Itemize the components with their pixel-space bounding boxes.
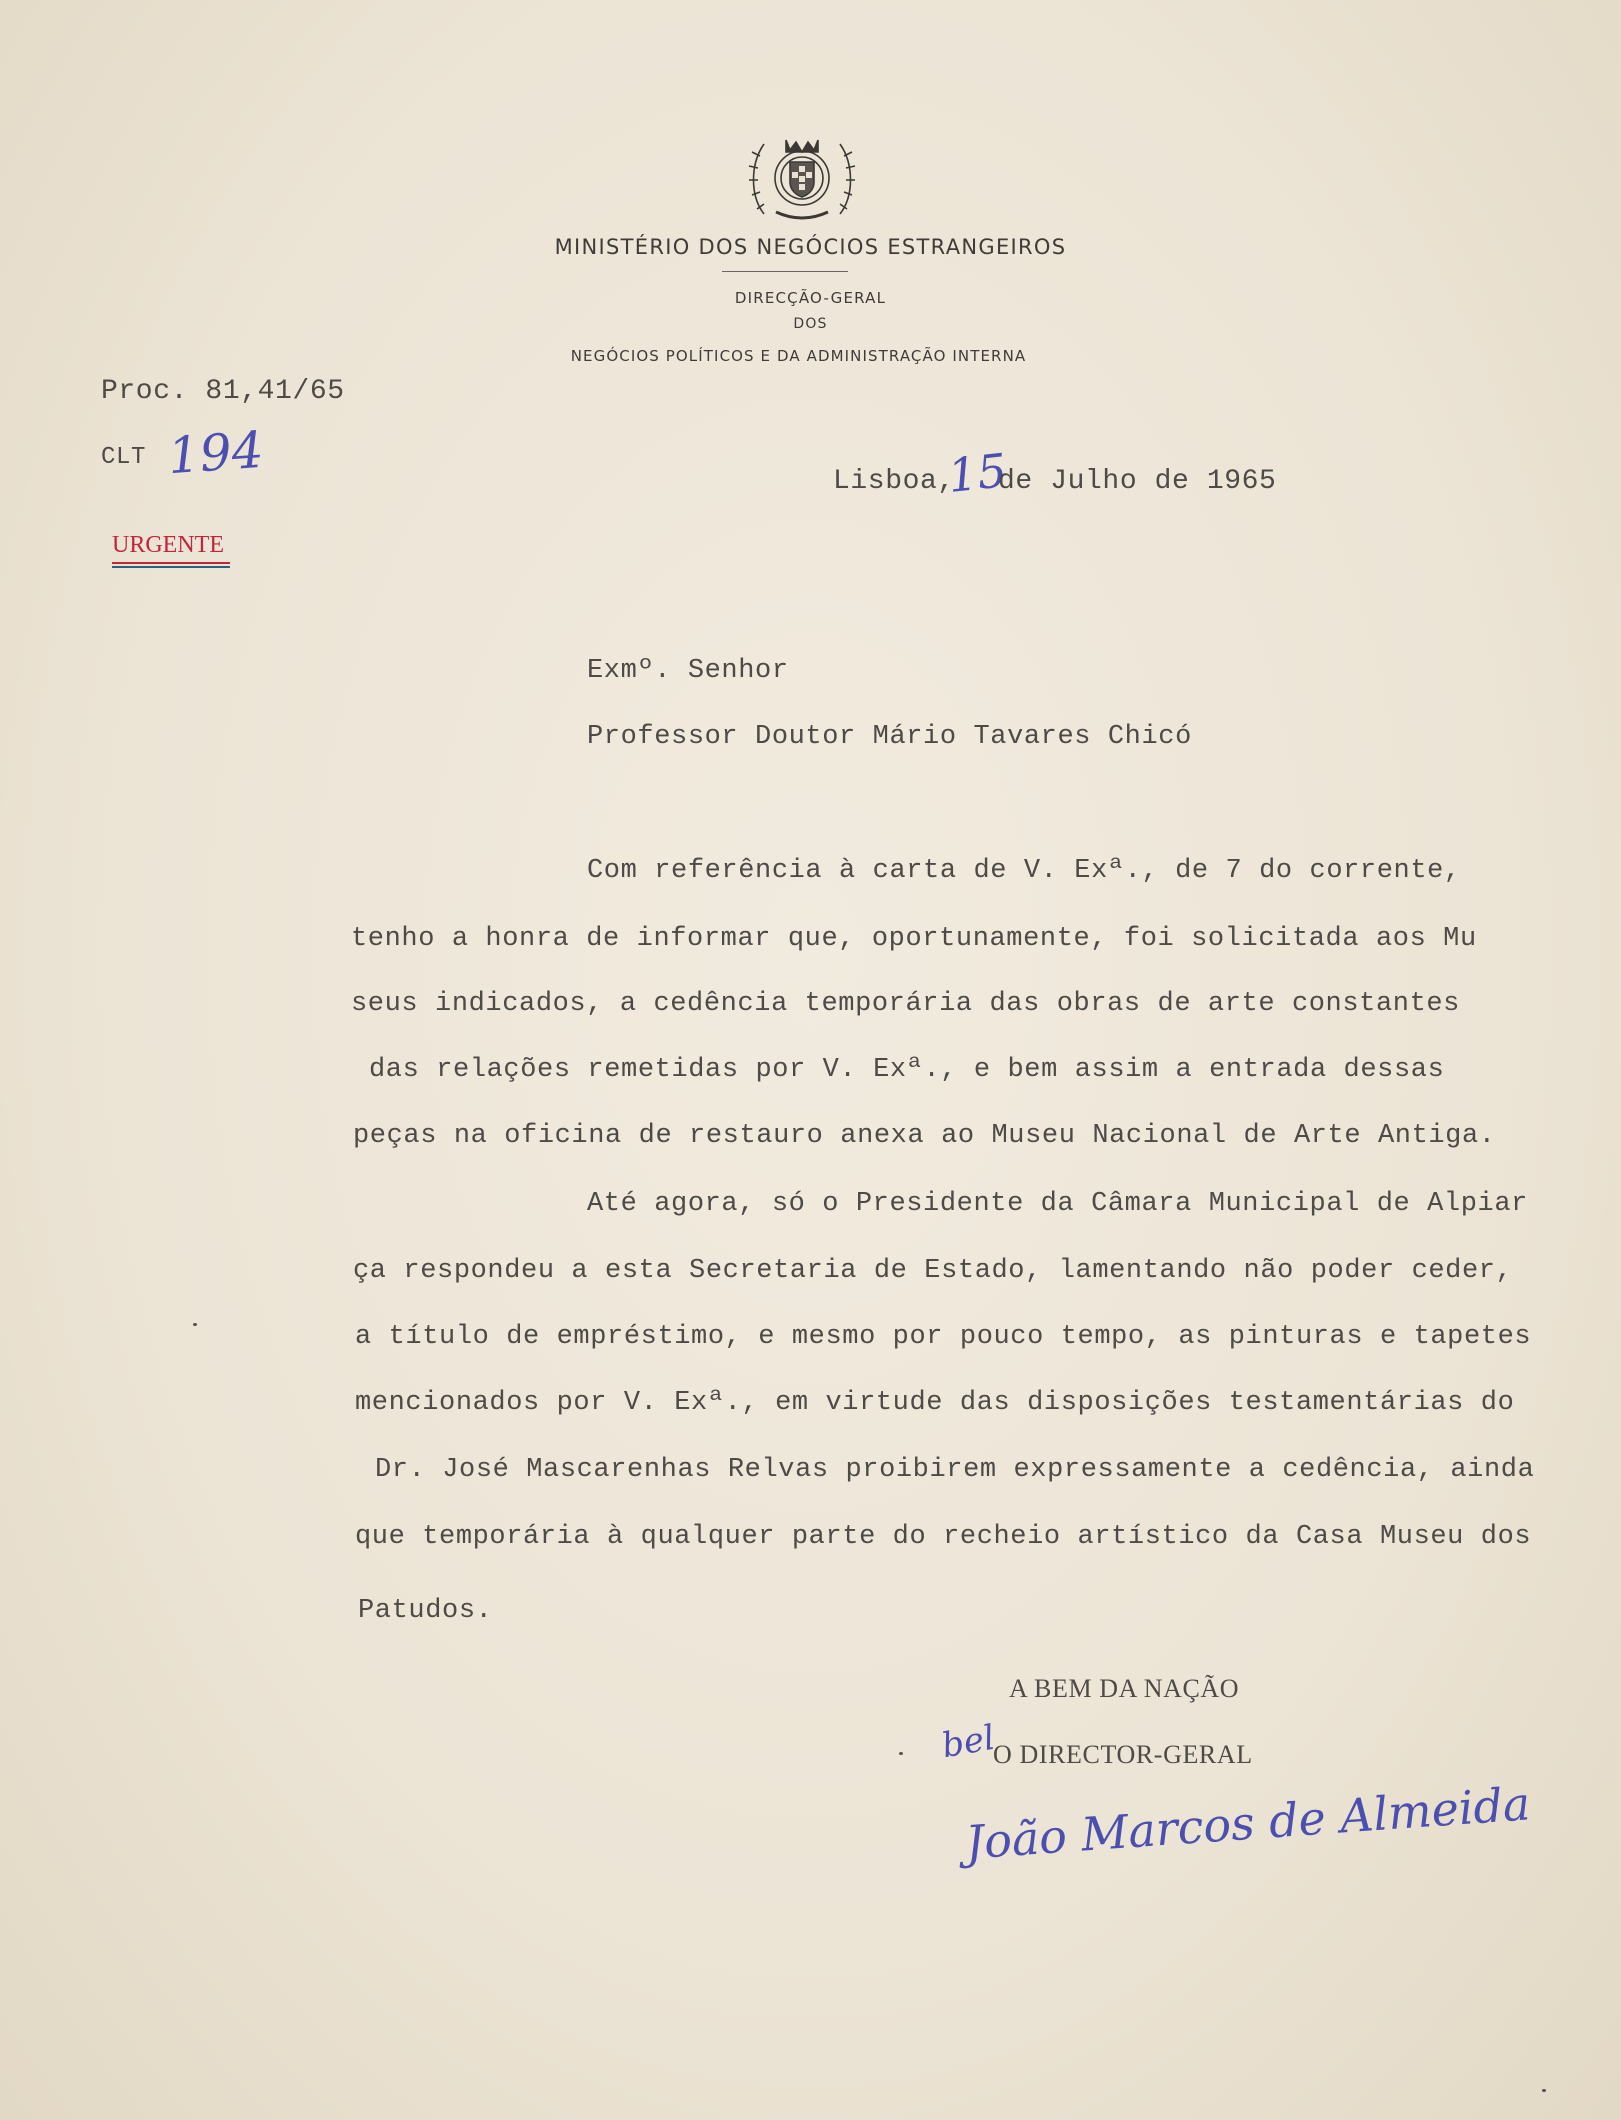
clt-handwritten-number: 194: [166, 420, 266, 486]
directorate-line-2: DOS: [793, 316, 828, 332]
paper-speck: [899, 1752, 903, 1755]
director-signature: João Marcos de Almeida: [963, 1776, 1532, 1870]
salutation: Exmº. Senhor: [587, 656, 789, 686]
paper-speck: [193, 1323, 197, 1326]
body-line: Patudos.: [358, 1596, 493, 1626]
body-line: Dr. José Mascarenhas Relvas proibirem expressamente a cedência, ainda: [375, 1455, 1535, 1485]
urgent-stamp: URGENTE: [112, 532, 224, 558]
urgent-underline-2: [112, 566, 230, 568]
body-line: seus indicados, a cedência temporária das obras de arte constantes: [351, 989, 1460, 1019]
closing-motto: A BEM DA NAÇÃO: [1009, 1674, 1240, 1703]
directorate-line-1: DIRECÇÃO-GERAL: [734, 289, 887, 307]
clt-label: CLT: [101, 444, 147, 471]
urgent-underline: [112, 562, 230, 564]
directorate-line-3: NEGÓCIOS POLÍTICOS E DA ADMINISTRAÇÃO INTERNA: [570, 347, 1027, 365]
body-line: tenho a honra de informar que, oportunamente, foi solicitada aos Mu: [351, 924, 1477, 954]
body-line: que temporária à qualquer parte do recheio artístico da Casa Museu dos: [355, 1522, 1532, 1552]
portuguese-coat-of-arms-icon: [742, 126, 862, 226]
date-day-handwritten: 15: [945, 443, 1010, 503]
body-line: Até agora, só o Presidente da Câmara Municipal de Alpiar: [587, 1189, 1528, 1219]
paper-speck: [1542, 2089, 1546, 2092]
body-line: Com referência à carta de V. Exª., de 7 do corrente,: [587, 856, 1461, 886]
letterhead-rule: [722, 271, 848, 272]
ministry-name: MINISTÉRIO DOS NEGÓCIOS ESTRANGEIROS: [554, 235, 1067, 259]
body-line: peças na oficina de restauro anexa ao Museu Nacional de Arte Antiga.: [353, 1121, 1496, 1151]
date-city: Lisboa,: [833, 466, 955, 497]
date-month-year: de Julho de 1965: [998, 466, 1277, 497]
director-title: O DIRECTOR-GERAL: [993, 1740, 1253, 1769]
body-line: a título de empréstimo, e mesmo por pouco tempo, as pinturas e tapetes: [355, 1322, 1532, 1352]
body-line: ça respondeu a esta Secretaria de Estado, lamentando não poder ceder,: [353, 1256, 1513, 1286]
body-line: mencionados por V. Exª., em virtude das disposições testamentárias do: [355, 1388, 1515, 1418]
process-number: Proc. 81,41/65: [101, 376, 345, 407]
body-line: das relações remetidas por V. Exª., e bem assim a entrada dessas: [369, 1055, 1445, 1085]
initials-handwritten: bel: [938, 1717, 998, 1767]
recipient-name: Professor Doutor Mário Tavares Chicó: [587, 722, 1192, 752]
